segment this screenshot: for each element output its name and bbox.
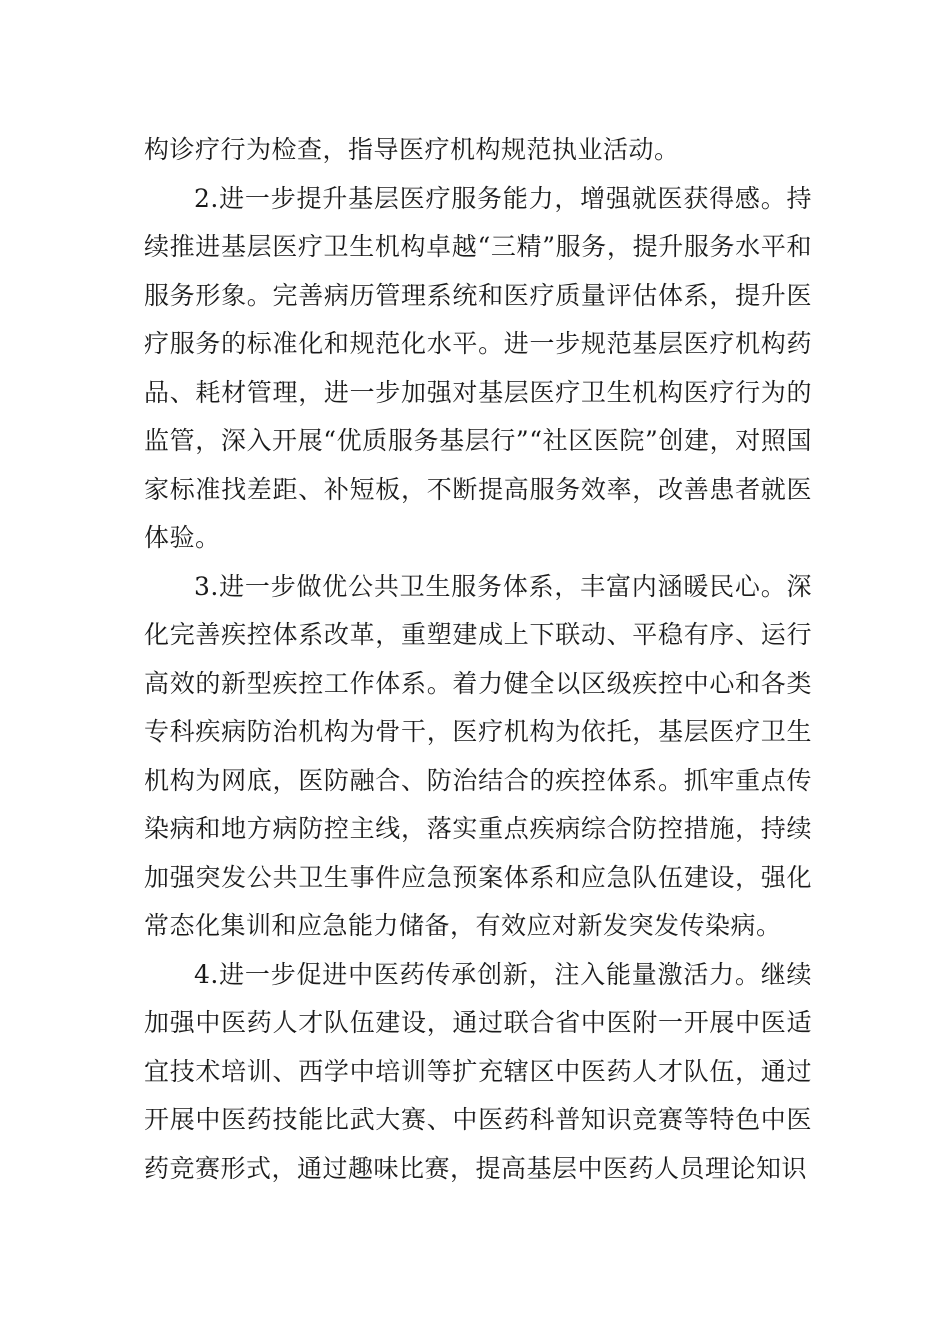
paragraph-item-4: 4.进一步促进中医药传承创新，注入能量激活力。继续加强中医药人才队伍建设，通过联合省中医附一开展中医适宜技术培训、西学中培训等扩充辖区中医药人才队伍，通过开展中医药技能比武大赛、中医药科普知识竞赛等特色中医药竞赛形式，通过趣味比赛，提高基层中医药人员理论知识 [144, 959, 812, 1183]
paragraph-item-3: 3.进一步做优公共卫生服务体系，丰富内涵暖民心。深化完善疾控体系改革，重塑建成上下联动、平稳有序、运行高效的新型疾控工作体系。着力健全以区级疾控中心和各类专科疾病防治机构为骨干，医疗机构为依托，基层医疗卫生机构为网底，医防融合、防治结合的疾控体系。抓牢重点传染病和地方病防控主线，落实重点疾病综合防控措施，持续加强突发公共卫生事件应急预案体系和应急队伍建设，强化常态化集训和应急能力储备，有效应对新发突发传染病。 [144, 571, 812, 940]
paragraph-continuation: 构诊疗行为检查，指导医疗机构规范执业活动。 [144, 135, 680, 164]
document-body [144, 126, 812, 1193]
paragraph-item-2: 2.进一步提升基层医疗服务能力，增强就医获得感。持续推进基层医疗卫生机构卓越“三精”服务，提升服务水平和服务形象。完善病历管理系统和医疗质量评估体系，提升医疗服务的标准化和规范化水平。进一步规范基层医疗机构药品、耗材管理，进一步加强对基层医疗卫生机构医疗行为的监管，深入开展“优质服务基层行”“社区医院”创建，对照国家标准找差距、补短板，不断提高服务效率，改善患者就医体验。 [144, 183, 812, 552]
